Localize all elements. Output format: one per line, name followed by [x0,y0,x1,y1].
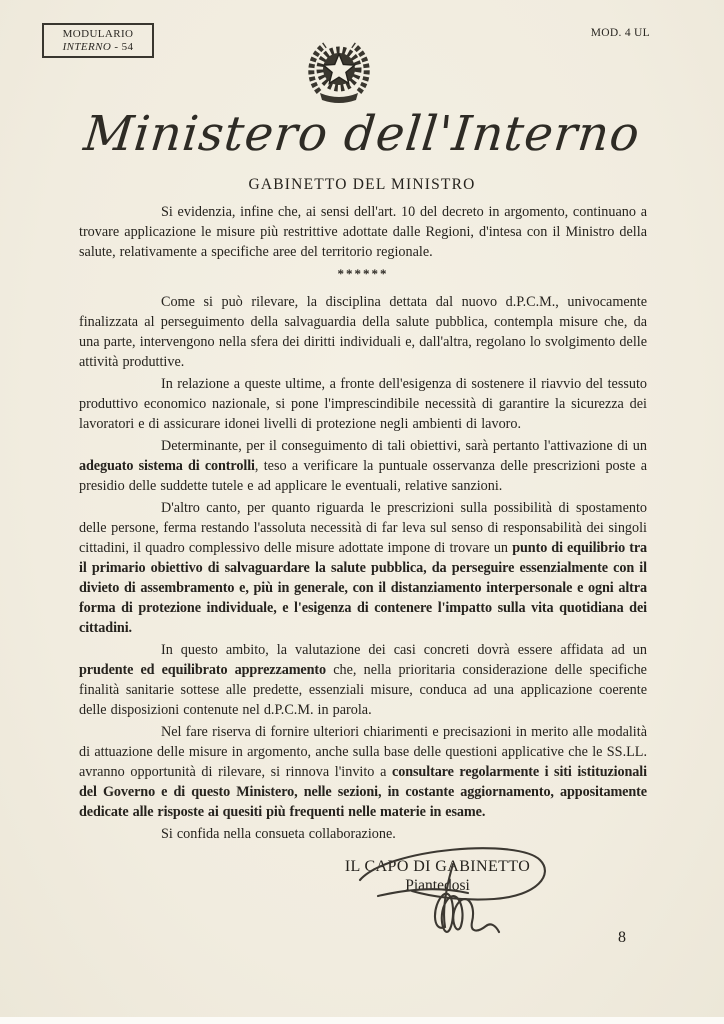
modulario-box [42,23,154,58]
modulario-line2 [44,41,152,54]
paragraph-text: Si evidenzia, infine che, ai sensi dell'art. 10 del decreto in argomento, continuano a trovare applicazione le misure più restrittive adottate dalle Regioni, d'intesa con il Ministro della salute, relativamente a specifiche aree del territorio regionale. [79,204,647,260]
modulario-number: - 54 [111,41,134,53]
paragraph-text: che, nella prioritaria considerazione delle specifiche finalità sanitarie sottese alle predette, essenziali misure, conduca ad una applicazione coerente delle disposizioni contenute nel d.P.C.M. in parola. [79,662,647,718]
paragraph [79,202,647,262]
paragraph [79,498,647,638]
paragraph-text: D'altro canto, per quanto riguarda le prescrizioni sulla possibilità di spostamento delle persone, ferma restando l'assoluta necessità di far leva sul senso di responsabilità dei singoli cittadini, il quadro complessivo delle misure adottate impone di trovare un [79,500,647,556]
handwritten-signature [340,836,575,948]
paragraph-text: Come si può rilevare, la disciplina dettata dal nuovo d.P.C.M., univocamente finalizzata al perseguimento della salvaguardia della salute pubblica, contempla misure che, da una parte, intervengono nella sfera dei diritti individuali e, dall'altra, regolano lo svolgimento delle attività produttive. [79,294,647,370]
paragraph [79,292,647,372]
paragraph [79,640,647,720]
modulario-line1: MODULARIO [62,28,134,40]
paragraph-text: In questo ambito, la valutazione dei casi concreti dovrà essere affidata ad un [161,642,647,658]
ministry-script-title: Ministero dell'Interno [81,106,643,162]
paragraph-bold-text: punto di equilibrio tra il primario obiettivo di salvaguardare la salute pubblica, da perseguire essenzialmente con il divieto di assembramento e, più in generale, con il distanziamento interpersonale e ogni altra forma di protezione individuale, e l'esigenza di contenere l'impatto sulla vita quotidiana dei cittadini. [79,540,648,636]
document-body [79,202,647,846]
state-emblem-icon [303,36,375,108]
paragraph-text: Determinante, per il conseguimento di tali obiettivi, sarà pertanto l'attivazione di un [161,438,647,454]
paragraph-text: Si confida nella consueta collaborazione. [161,826,396,842]
paragraph [79,374,647,434]
modulario-series: INTERNO [62,41,112,53]
signature-title: IL CAPO DI GABINETTO [344,858,531,875]
signature-name: Piantedosi [405,877,470,894]
office-title: GABINETTO DEL MINISTRO [248,176,476,193]
asterisk-separator: ****** [337,266,389,281]
paragraph-bold-text: consultare regolarmente i siti istituzionali del Governo e di questo Ministero, nelle sezioni, in costante aggiornamento, appositamente dedicate alle risposte ai quesiti più frequenti nelle materie in esame. [79,764,647,820]
paragraph-text: , teso a verificare la puntuale osservanza delle prescrizioni poste a presidio delle suddette tutele e ad applicare le eventuali, relative sanzioni. [79,458,647,494]
paragraph-text: In relazione a queste ultime, a fronte dell'esigenza di sostenere il riavvio del tessuto produttivo economico nazionale, si pone l'imprescindibile necessità di garantire la sicurezza dei lavoratori e di assicurare idonei livelli di protezione negli ambienti di lavoro. [79,376,647,432]
page-number: 8 [618,929,626,946]
paragraph-bold-text: adeguato sistema di controlli [79,458,255,474]
paragraph [79,722,647,822]
paragraph-bold-text: prudente ed equilibrato apprezzamento [79,662,327,678]
paragraph [79,436,647,496]
paragraph-text: Nel fare riserva di fornire ulteriori chiarimenti e precisazioni in merito alle modalità di attuazione delle misure in argomento, anche sulla base delle questioni applicative che le SS.LL. avranno opportunità di rilevare, si rinnova l'invito a [79,724,647,780]
mod-reference: MOD. 4 UL [590,27,650,39]
